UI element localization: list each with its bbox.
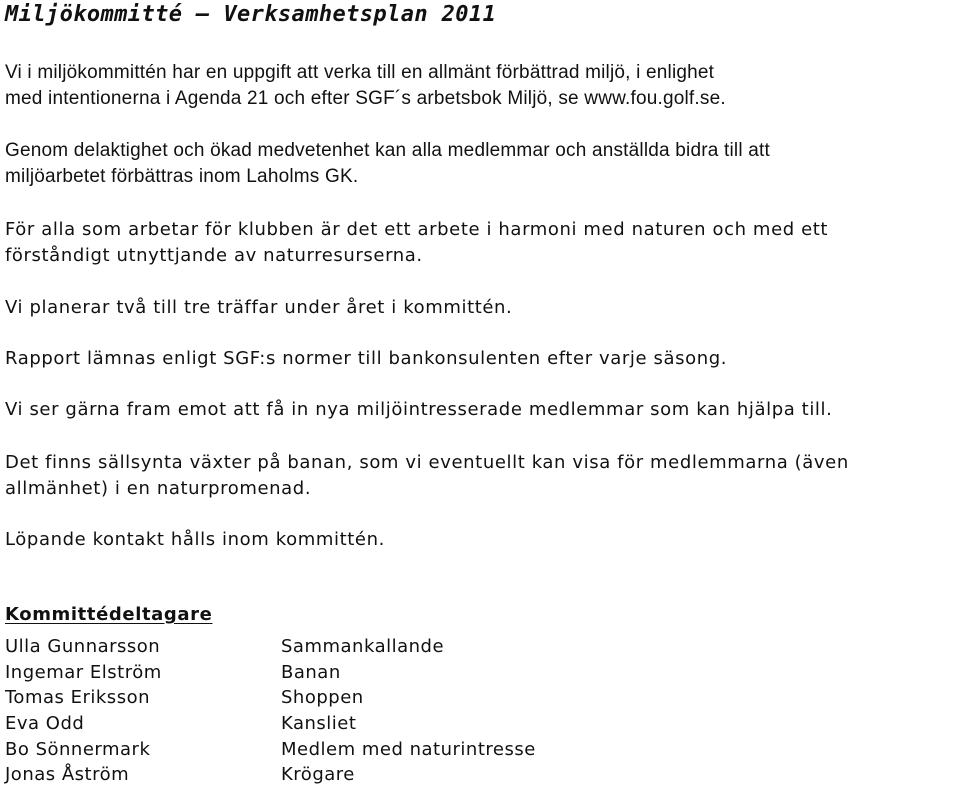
- member-role: Kansliet: [281, 713, 357, 735]
- paragraph-harmony: [5, 217, 955, 269]
- paragraph-meetings: [5, 295, 955, 321]
- member-row: [5, 713, 955, 739]
- paragraph-line: För alla som arbetar för klubben är det ett arbete i harmoni med naturen och med ett: [5, 219, 829, 240]
- member-name: Bo Sönnermark: [5, 738, 151, 760]
- paragraph-line: miljöarbetet förbättras inom Laholms GK.: [5, 166, 359, 187]
- members-list: [5, 636, 955, 790]
- member-name: Ingemar Elström: [5, 661, 162, 683]
- paragraph-new-members: [5, 397, 955, 423]
- member-row: [5, 764, 955, 790]
- member-row: [5, 739, 955, 765]
- paragraph-line: Det finns sällsynta växter på banan, som vi eventuellt kan visa för medlemmarna (även: [5, 452, 849, 473]
- paragraph-line: förståndigt utnyttjande av naturresurserna.: [5, 245, 423, 266]
- document-title: Miljökommitté – Verksamhetsplan 2011: [5, 2, 497, 27]
- member-name: Tomas Eriksson: [5, 687, 150, 709]
- paragraph-line: Genom delaktighet och ökad medvetenhet kan alla medlemmar och anställda bidra till att: [5, 140, 770, 161]
- member-row: [5, 662, 955, 688]
- members-heading: Kommittédeltagare: [5, 604, 213, 625]
- paragraph-line: Vi planerar två till tre träffar under året i kommittén.: [5, 297, 513, 318]
- paragraph-rare-plants: [5, 450, 955, 502]
- member-row: [5, 687, 955, 713]
- paragraph-line: med intentionerna i Agenda 21 och efter SGF´s arbetsbok Miljö, se www.fou.golf.se.: [5, 88, 726, 109]
- paragraph-contact: [5, 527, 955, 553]
- member-role: Banan: [281, 661, 341, 683]
- member-row: [5, 636, 955, 662]
- member-role: Krögare: [281, 764, 355, 786]
- paragraph-intro: [5, 60, 955, 112]
- member-name: Eva Odd: [5, 713, 85, 735]
- paragraph-participation: [5, 138, 955, 190]
- member-role: Sammankallande: [281, 636, 445, 657]
- paragraph-line: Vi i miljökommittén har en uppgift att verka till en allmänt förbättrad miljö, i enlighet: [5, 62, 715, 83]
- paragraph-report: [5, 346, 955, 372]
- member-role: Medlem med naturintresse: [281, 738, 536, 760]
- paragraph-line: Löpande kontakt hålls inom kommittén.: [5, 529, 385, 550]
- member-role: Shoppen: [281, 687, 364, 709]
- member-name: Jonas Åström: [5, 764, 130, 786]
- paragraph-line: Rapport lämnas enligt SGF:s normer till bankonsulenten efter varje säsong.: [5, 348, 728, 369]
- paragraph-line: Vi ser gärna fram emot att få in nya miljöintresserade medlemmar som kan hjälpa till.: [5, 399, 833, 420]
- member-name: Ulla Gunnarsson: [5, 636, 161, 657]
- paragraph-line: allmänhet) i en naturpromenad.: [5, 478, 312, 499]
